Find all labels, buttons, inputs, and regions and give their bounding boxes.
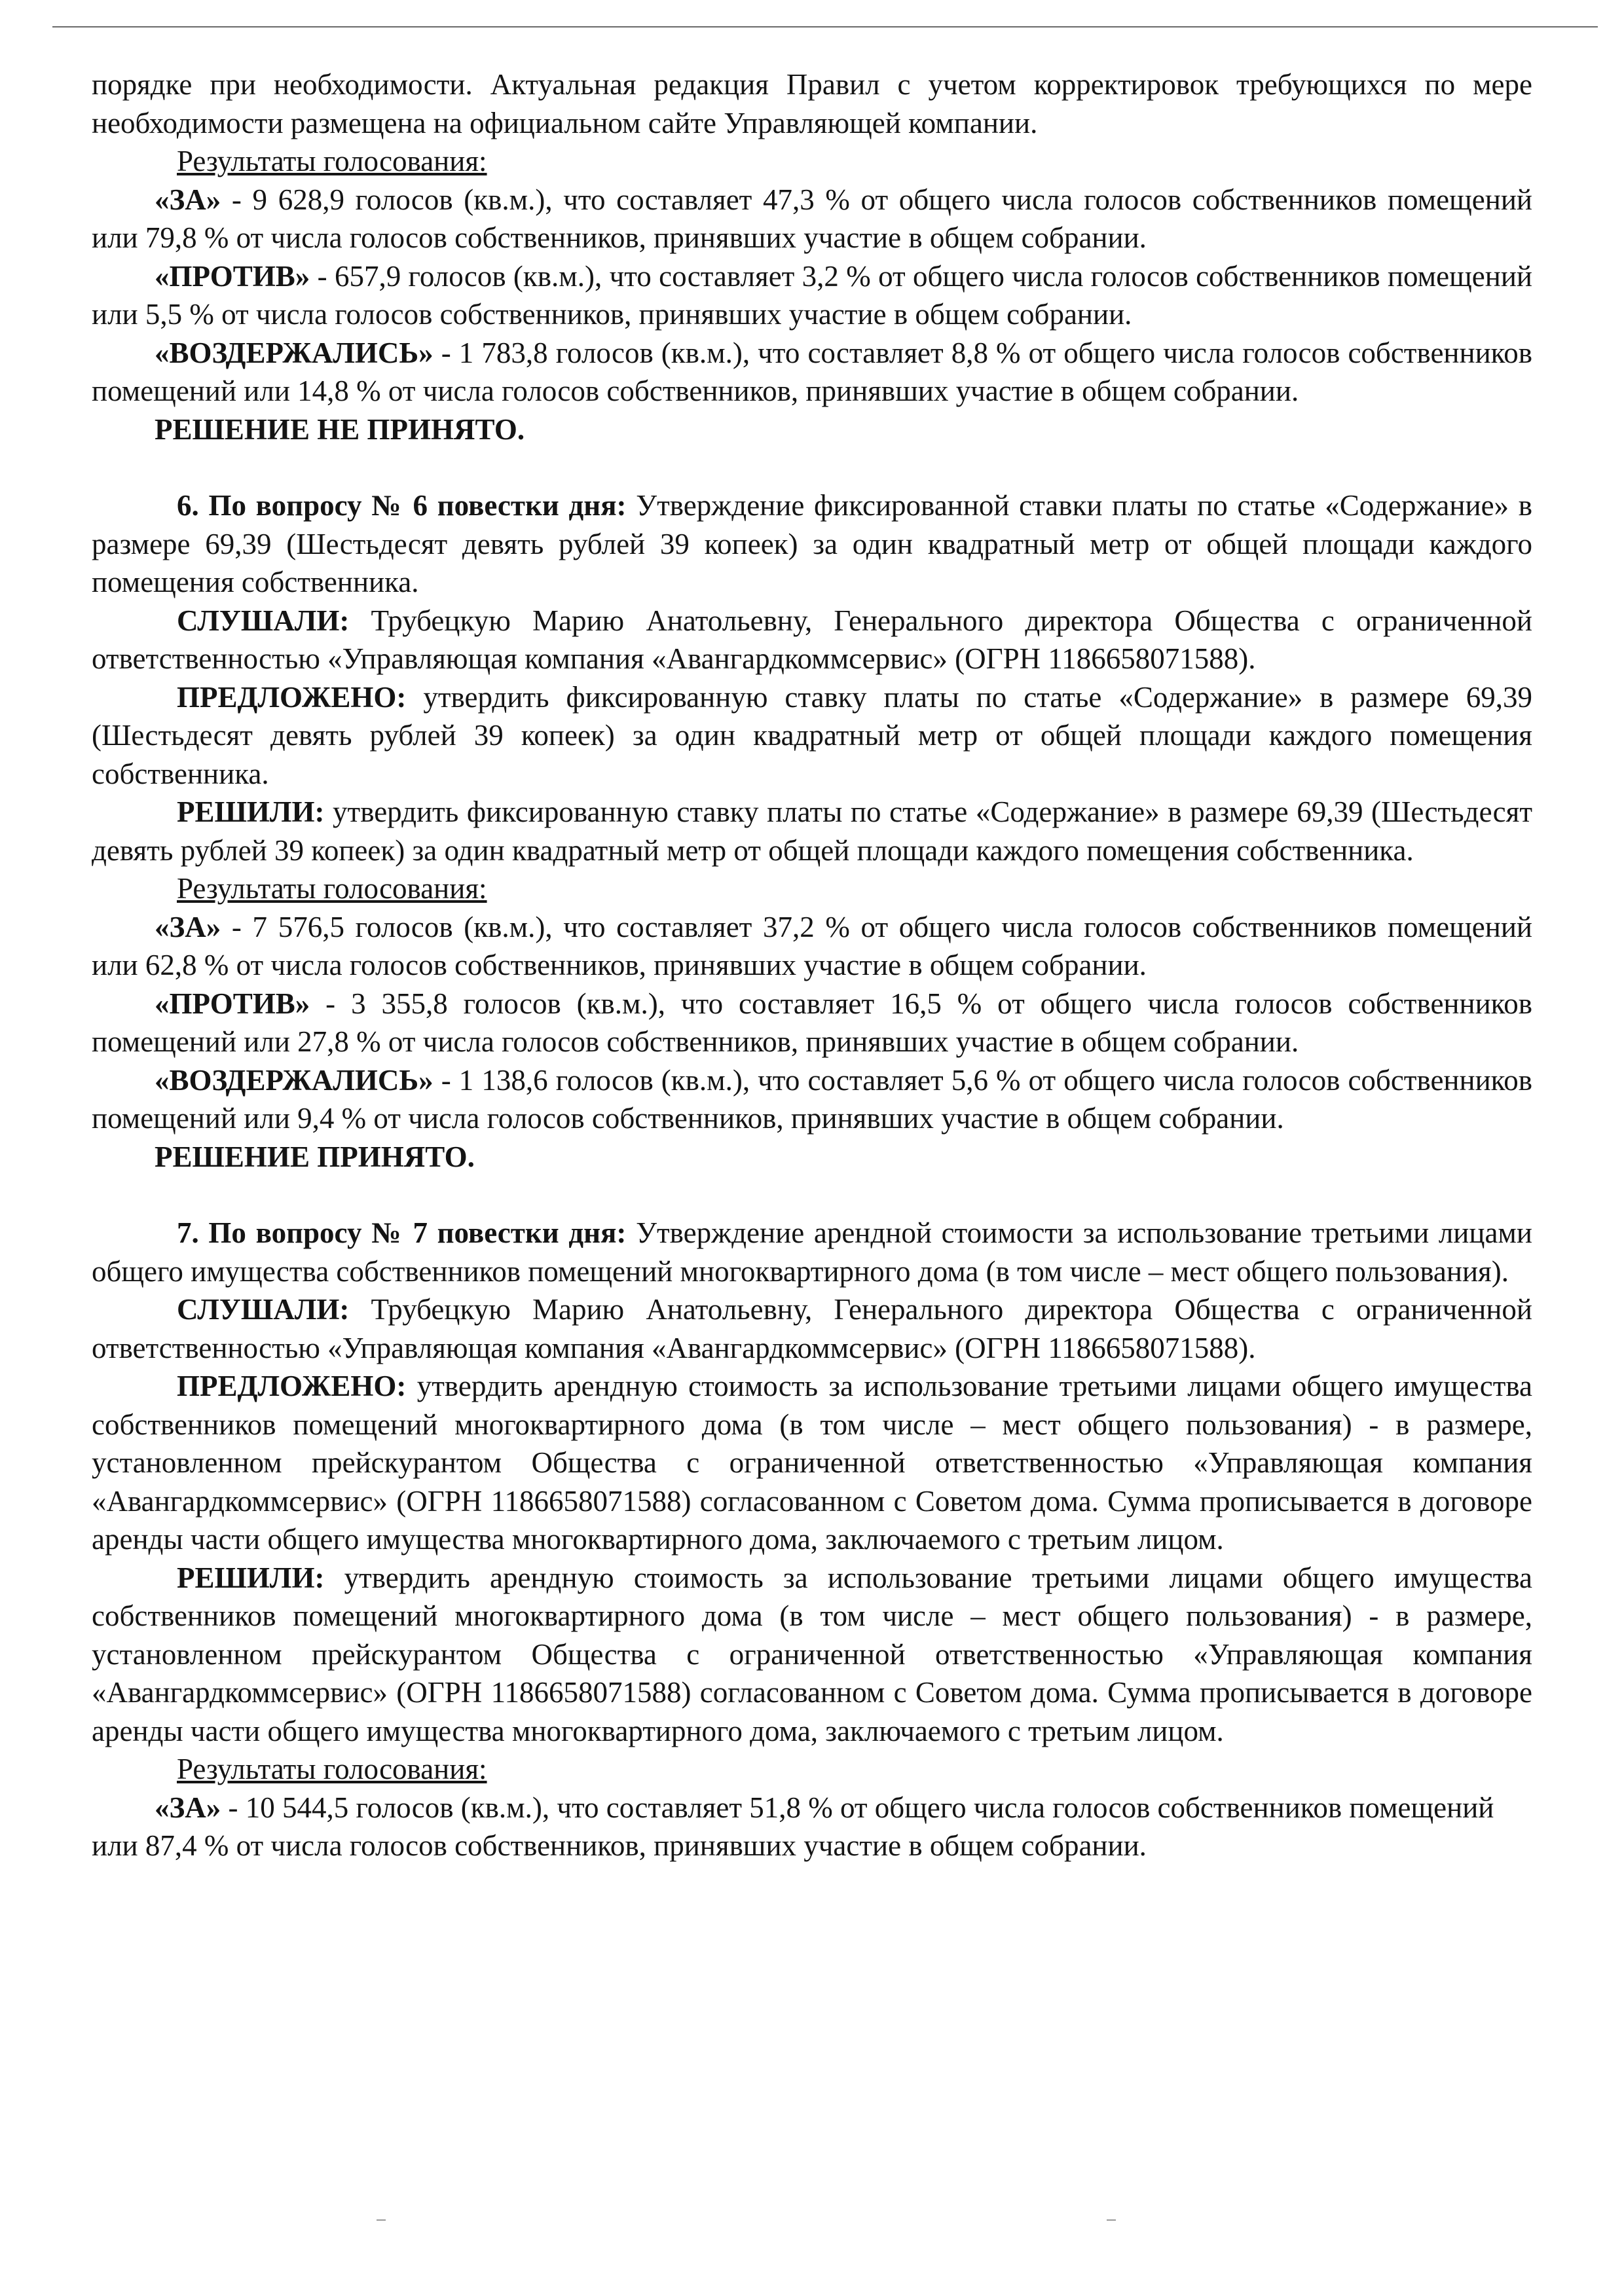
q5-protiv-label: «ПРОТИВ»	[155, 259, 310, 293]
q6-results-heading: Результаты голосования:	[177, 872, 487, 905]
q5-za-text: - 9 628,9 голосов (кв.м.), что составляет 47,3 % от общего числа голосов собственников помещений или 79,8 % от числа голосов собственников, принявших участие в общем собрании.	[92, 183, 1532, 254]
q7-slushali-label: СЛУШАЛИ:	[177, 1293, 350, 1326]
q6-protiv-text: - 3 355,8 голосов (кв.м.), что составляет 16,5 % от общего числа голосов собственников помещений или 27,8 % от числа голосов собственников, принявших участие в общем собрании.	[92, 987, 1532, 1058]
q7-title-text: Утверждение арендной стоимости за использование третьими лицами общего имущества собственников помещений многоквартирного дома (в том числе – мест общего пользования).	[92, 1216, 1532, 1288]
q6-slushali-paragraph	[92, 602, 1532, 678]
q6-vozd-label: «ВОЗДЕРЖАЛИСЬ»	[155, 1063, 434, 1097]
section-gap	[92, 1176, 1532, 1214]
q6-vozd-paragraph	[92, 1061, 1532, 1138]
document-body	[92, 65, 1532, 1865]
q7-title-label: 7. По вопросу № 7 повестки дня:	[177, 1216, 627, 1249]
q7-za-label: «ЗА»	[155, 1791, 221, 1824]
q6-title-paragraph	[92, 486, 1532, 602]
q5-vozd-paragraph	[92, 334, 1532, 410]
q7-za-paragraph	[92, 1789, 1532, 1865]
q7-title-paragraph	[92, 1214, 1532, 1290]
q6-title-text: Утверждение фиксированной ставки платы по статье «Содержание» в размере 69,39 (Шестьдесят девять рублей 39 копеек) за один квадратный метр от общей площади каждого помещения собственника.	[92, 489, 1532, 598]
q7-predlozheno-paragraph	[92, 1367, 1532, 1559]
q6-decision: РЕШЕНИЕ ПРИНЯТО.	[155, 1140, 475, 1173]
q6-vozd-text: - 1 138,6 голосов (кв.м.), что составляет 5,6 % от общего числа голосов собственников помещений или 9,4 % от числа голосов собственников, принявших участие в общем собрании.	[92, 1063, 1532, 1135]
continuation-paragraph: порядке при необходимости. Актуальная редакция Правил с учетом корректировок требующихся по мере необходимости размещена на официальном сайте Управляющей компании.	[92, 68, 1532, 139]
q7-reshili-text: утвердить арендную стоимость за использование третьими лицами общего имущества собственников помещений многоквартирного дома (в том числе – мест общего пользования) - в размере, установленном прейскурантом Общества с ограниченной ответственностью «Управляющая компания «Авангардкоммсервис» (ОГРН 1186658071588) согласованном с Советом дома. Сумма прописывается в договоре аренды части общего имущества многоквартирного дома, заключаемого с третьим лицом.	[92, 1561, 1532, 1747]
q5-vozd-label: «ВОЗДЕРЖАЛИСЬ»	[155, 336, 434, 369]
q6-predlozheno-label: ПРЕДЛОЖЕНО:	[177, 680, 407, 714]
q6-reshili-text: утвердить фиксированную ставку платы по статье «Содержание» в размере 69,39 (Шестьдесят девять рублей 39 копеек) за один квадратный метр от общей площади каждого помещения собственника.	[92, 795, 1532, 867]
q6-reshili-paragraph	[92, 793, 1532, 869]
q6-protiv-label: «ПРОТИВ»	[155, 987, 310, 1020]
q6-za-paragraph	[92, 908, 1532, 985]
q5-results-heading: Результаты голосования:	[177, 145, 487, 177]
q6-predlozheno-paragraph	[92, 678, 1532, 793]
q5-decision: РЕШЕНИЕ НЕ ПРИНЯТО.	[155, 412, 525, 446]
q5-za-paragraph	[92, 181, 1532, 257]
scan-mark	[1107, 2219, 1116, 2221]
q7-za-text: - 10 544,5 голосов (кв.м.), что составляет 51,8 % от общего числа голосов собственников помещений или 87,4 % от числа голосов собственников, принявших участие в общем собрании.	[92, 1791, 1494, 1862]
q6-slushali-label: СЛУШАЛИ:	[177, 604, 350, 637]
section-gap	[92, 448, 1532, 486]
q7-slushali-text: Трубецкую Марию Анатольевну, Генерального директора Общества с ограниченной ответственностью «Управляющая компания «Авангардкоммсервис» (ОГРН 1186658071588).	[92, 1293, 1532, 1364]
q7-predlozheno-label: ПРЕДЛОЖЕНО:	[177, 1370, 407, 1402]
q7-reshili-label: РЕШИЛИ:	[177, 1561, 325, 1594]
q7-results-heading: Результаты голосования:	[177, 1753, 487, 1785]
q6-slushali-text: Трубецкую Марию Анатольевну, Генерального директора Общества с ограниченной ответственностью «Управляющая компания «Авангардкоммсервис» (ОГРН 1186658071588).	[92, 604, 1532, 675]
q7-reshili-paragraph	[92, 1559, 1532, 1751]
q7-slushali-paragraph	[92, 1290, 1532, 1367]
scan-marks	[0, 2219, 1624, 2226]
q6-predlozheno-text: утвердить фиксированную ставку платы по статье «Содержание» в размере 69,39 (Шестьдесят девять рублей 39 копеек) за один квадратный метр от общей площади каждого помещения собственника.	[92, 680, 1532, 790]
q6-protiv-paragraph	[92, 985, 1532, 1061]
q6-reshili-label: РЕШИЛИ:	[177, 795, 325, 828]
q6-title-label: 6. По вопросу № 6 повестки дня:	[177, 489, 627, 522]
q6-za-label: «ЗА»	[155, 910, 221, 943]
q5-protiv-paragraph	[92, 257, 1532, 334]
scan-mark	[377, 2219, 386, 2221]
q5-vozd-text: - 1 783,8 голосов (кв.м.), что составляет 8,8 % от общего числа голосов собственников помещений или 14,8 % от числа голосов собственников, принявших участие в общем собрании.	[92, 336, 1532, 407]
q5-protiv-text: - 657,9 голосов (кв.м.), что составляет 3,2 % от общего числа голосов собственников помещений или 5,5 % от числа голосов собственников, принявших участие в общем собрании.	[92, 259, 1532, 331]
top-border-line	[52, 26, 1598, 27]
q5-za-label: «ЗА»	[155, 183, 221, 216]
q7-predlozheno-text: утвердить арендную стоимость за использование третьими лицами общего имущества собственников помещений многоквартирного дома (в том числе – мест общего пользования) - в размере, установленном прейскурантом Общества с ограниченной ответственностью «Управляющая компания «Авангардкоммсервис» (ОГРН 1186658071588) согласованном с Советом дома. Сумма прописывается в договоре аренды части общего имущества многоквартирного дома, заключаемого с третьим лицом.	[92, 1370, 1532, 1556]
q6-za-text: - 7 576,5 голосов (кв.м.), что составляет 37,2 % от общего числа голосов собственников помещений или 62,8 % от числа голосов собственников, принявших участие в общем собрании.	[92, 910, 1532, 981]
